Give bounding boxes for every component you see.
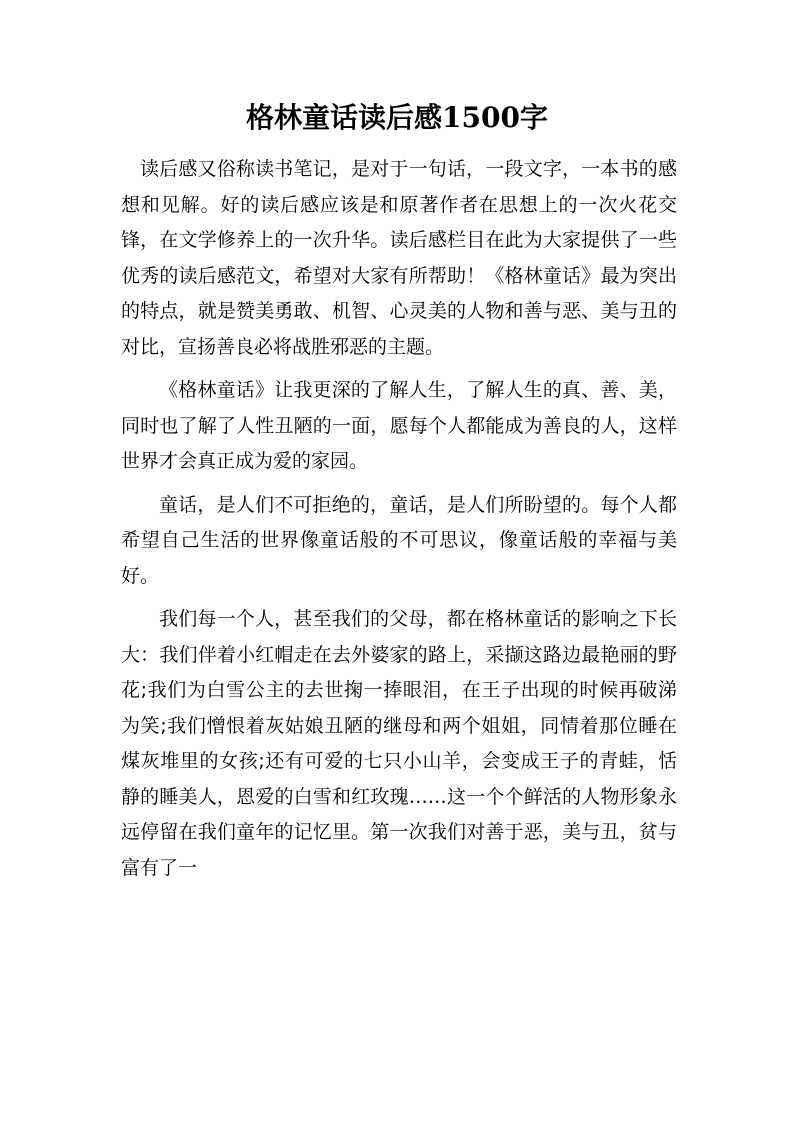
document-body [121,152,677,894]
paragraph-childhood-memories: 我们每一个人，甚至我们的父母，都在格林童话的影响之下长大：我们伴着小红帽走在去外婆家的路上，采撷这路边最艳丽的野花;我们为白雪公主的去世掬一捧眼泪，在王子出现的时候再破涕为笑;我们憎恨着灰姑娘丑陋的继母和两个姐姐，同情着那位睡在煤灰堆里的女孩;还有可爱的七只小山羊，会变成王子的青蛙，恬静的睡美人，恩爱的白雪和红玫瑰……这一个个鲜活的人物形象永远停留在我们童年的记忆里。第一次我们对善于恶，美与丑，贫与富有了一 [121,608,677,879]
paragraph-understanding-life: 《格林童话》让我更深的了解人生，了解人生的真、善、美，同时也了解了人性丑陋的一面，愿每个人都能成为善良的人，这样世界才会真正成为爱的家园。 [121,379,677,472]
document-title: 格林童话读后感1500字 [246,101,548,134]
paragraph-intro: 读后感又俗称读书笔记，是对于一句话，一段文字，一本书的感想和见解。好的读后感应该是和原著作者在思想上的一次火花交锋，在文学修养上的一次升华。读后感栏目在此为大家提供了一些优秀的读后感范文，希望对大家有所帮助！《格林童话》最为突出的特点，就是赞美勇敢、机智、心灵美的人物和善与恶、美与丑的对比，宣扬善良必将战胜邪恶的主题。 [121,158,677,358]
paragraph-fairy-tale-wish: 童话，是人们不可拒绝的，童话，是人们所盼望的。每个人都希望自己生活的世界像童话般的不可思议，像童话般的幸福与美好。 [121,493,677,587]
